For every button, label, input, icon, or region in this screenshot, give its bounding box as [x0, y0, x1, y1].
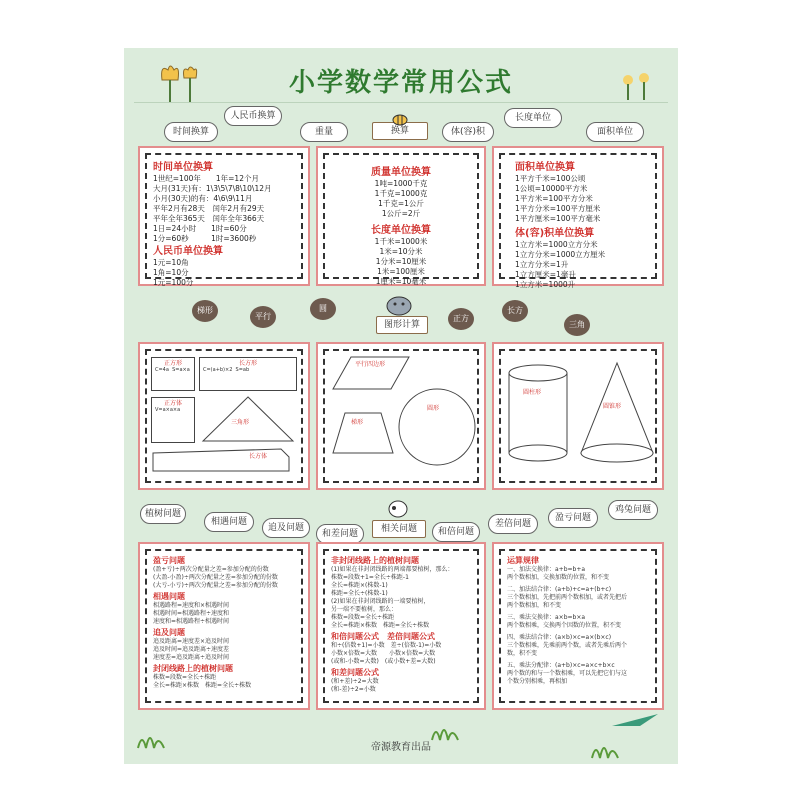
flower-left-icon [154, 58, 204, 104]
panel-shapes-3 [492, 342, 664, 490]
line: 1平方分米=100平方厘米 [515, 204, 601, 213]
panel-word-problems-2-inner [323, 549, 479, 703]
line: 和÷(倍数+1)=小数 差÷(倍数-1)=小数 [331, 642, 442, 649]
panel-area-volume [492, 146, 664, 289]
shape-square [151, 357, 195, 391]
panel-time-rmb-inner [145, 153, 303, 287]
shape-cube [151, 397, 195, 443]
cow-icon [386, 498, 410, 518]
line: 平年全年365天 闰年全年366天 [153, 214, 265, 223]
shape-parallelogram-label: 平行四边形 [355, 361, 386, 368]
heading-rmb: 人民币单位换算 [153, 246, 223, 257]
line: 追及时间=追及距离÷速度差 [153, 646, 230, 653]
line: 两个数相加，和不变 [507, 602, 562, 609]
line: 小月(30天)的有：4\6\9\11月 [153, 194, 253, 203]
line: 1千米=1000米 [374, 237, 428, 246]
cloud-length: 长度单位 [504, 108, 562, 128]
line: 1平方千米=100公顷 [515, 174, 586, 183]
heading-open-planting: 非封闭线路上的植树问题 [331, 556, 419, 565]
heading-sum-diff: 和差问题公式 [331, 668, 379, 677]
line: (1)如果在非封闭线路的两端都要植树，那么： [331, 566, 454, 573]
line: 1吨=1000千克 [374, 179, 428, 188]
panel-weight-length-inner [323, 153, 479, 286]
heading-profit-loss: 盈亏问题 [153, 556, 185, 565]
panel-area-volume-inner [499, 153, 657, 289]
heading-laws: 运算规律 [507, 556, 539, 565]
bee-icon [390, 112, 410, 126]
line: 三、乘法交换律：a×b=b×a [507, 614, 586, 621]
line: 1立方米=1000升 [515, 280, 576, 289]
panel-shapes-2 [316, 342, 486, 490]
tag-shape-calc: 图形计算 [376, 316, 428, 334]
shape-trapezoid-label: 梯形 [351, 419, 364, 426]
shape-triangle-label: 三角形 [231, 419, 250, 426]
line: 二、加法结合律：(a+b)+c=a+(b+c) [507, 586, 612, 593]
shape-label: 长方形 [238, 360, 257, 367]
shape-rectangle [199, 357, 297, 391]
stone-parallel: 平行 [250, 306, 276, 328]
panel-operation-laws [492, 542, 664, 710]
line: 全长=株距×株数 株距=全长÷株数 [153, 682, 252, 689]
tag-related: 相关问题 [372, 520, 426, 538]
cloud-weight: 重量 [300, 122, 348, 142]
stone-trapezoid: 梯形 [192, 300, 218, 322]
line: 1米=10分米 [379, 247, 423, 256]
line: 1公斤=2斤 [381, 209, 421, 218]
line: 五、乘法分配律：(a+b)×c=a×c+b×c [507, 662, 615, 669]
stone-square: 正方 [448, 308, 474, 330]
line: 三个数相加，先把前两个数相加，或者先把后 [507, 594, 628, 601]
line: 1立方米=1000立方分米 [515, 240, 598, 249]
line: 株数=段数+1=全长÷株距-1 [331, 574, 409, 581]
cloud-volume: 体(容)积 [442, 122, 494, 142]
heading-closed-planting: 封闭线路上的植树问题 [153, 664, 233, 673]
line: 株数=段数=全长÷株距 [331, 614, 395, 621]
cloud-meeting: 相遇问题 [204, 512, 254, 532]
line: 大月(31天)有：1\3\5\7\8\10\12月 [153, 184, 272, 193]
line: 平年2月有28天 闰年2月有29天 [153, 204, 265, 213]
panel-weight-length [316, 146, 486, 286]
line: 1立方厘米=1毫升 [515, 270, 576, 279]
stone-triangle: 三角 [564, 314, 590, 336]
shape-label: 正方体 [163, 400, 182, 407]
cone-shape-icon [579, 361, 655, 465]
publisher-footer: 帝源教育出品 [371, 742, 431, 753]
panel-shapes-1-inner [145, 349, 303, 483]
line: 小数×倍数=大数 小数×倍数=大数 [331, 650, 436, 657]
panel-operation-laws-inner [499, 549, 657, 703]
line: 数，积不变 [507, 650, 538, 657]
cloud-area: 面积单位 [586, 122, 644, 142]
line: 全长=株距×(株数-1) [331, 582, 388, 589]
grass-icon [430, 716, 460, 740]
line: 1分=60秒 1时=3600秒 [153, 234, 257, 243]
heading-multiple: 和倍问题公式 差倍问题公式 [331, 632, 435, 641]
heading-chase: 追及问题 [153, 628, 185, 637]
line: 株距=全长÷(株数-1) [331, 590, 388, 597]
shape-cylinder-label: 圆柱形 [523, 389, 542, 396]
panel-shapes-1 [138, 342, 310, 490]
heading-volume: 体(容)积单位换算 [515, 228, 595, 239]
line: (大亏-小亏)÷两次分配量之差=参加分配的份数 [153, 582, 278, 589]
line: 1元=100分 [153, 278, 194, 287]
stone-rectangle: 长方 [502, 300, 528, 322]
line: 1角=10分 [153, 268, 189, 277]
cloud-profit-loss: 盈亏问题 [548, 508, 598, 528]
cloud-chase: 追及问题 [262, 518, 310, 538]
line: 速度差=追及距离÷追及时间 [153, 654, 230, 661]
line: 四、乘法结合律：(a×b)×c=a×(b×c) [507, 634, 612, 641]
shape-formula: C=4a S=a×a [155, 367, 190, 373]
line: 全长=株距×株数 株距=全长÷株数 [331, 622, 430, 629]
line: 1千克=1000克 [374, 189, 428, 198]
cloud-diff-multiple: 差倍问题 [488, 514, 538, 534]
cloud-time: 时间换算 [164, 122, 218, 142]
line: 1米=100厘米 [377, 267, 425, 276]
line: 1平方米=100平方分米 [515, 194, 593, 203]
heading-length: 长度单位换算 [371, 225, 431, 236]
line: 两个数的和与一个数相乘，可以先把它们与这 [507, 670, 628, 677]
heading-time: 时间单位换算 [153, 162, 213, 173]
cloud-chicken-rabbit: 鸡兔问题 [608, 500, 658, 520]
heading-weight: 质量单位换算 [371, 167, 431, 178]
shape-formula: V=a×a×a [155, 407, 181, 413]
line: 速度和=相遇路程÷相遇时间 [153, 618, 230, 625]
poster [124, 48, 678, 764]
line: (和-差)÷2=小数 [331, 686, 376, 693]
line: (2)如果在非封闭线路的一端要植树， [331, 598, 430, 605]
tag-convert: 换算 [372, 122, 428, 140]
line: 1公顷=10000平方米 [515, 184, 588, 193]
flower-right-icon [618, 66, 658, 102]
line: (盈+亏)÷两次分配量之差=参加分配的份数 [153, 566, 269, 573]
shape-cone-label: 圆锥形 [603, 403, 622, 410]
line: (大盈-小盈)÷两次分配量之差=参加分配的份数 [153, 574, 278, 581]
hippo-icon [384, 294, 414, 316]
line: 1立方分米=1000立方厘米 [515, 250, 606, 259]
panel-word-problems-1-inner [145, 549, 303, 703]
panel-word-problems-1 [138, 542, 310, 710]
page-title: 小学数学常用公式 [288, 68, 513, 98]
panel-time-rmb [138, 146, 310, 286]
cuboid-shape-icon [151, 447, 291, 473]
paper-plane-icon [610, 712, 660, 728]
line: 株数=段数=全长÷株距 [153, 674, 217, 681]
panel-word-problems-2 [316, 542, 486, 710]
cloud-rmb: 人民币换算 [224, 106, 282, 126]
shape-label: 正方形 [163, 360, 182, 367]
cylinder-shape-icon [507, 363, 569, 463]
line: 1平方厘米=100平方毫米 [515, 214, 601, 223]
heading-meeting: 相遇问题 [153, 592, 185, 601]
shape-circle-label: 圆形 [427, 405, 440, 412]
line: (和+差)÷2=大数 [331, 678, 379, 685]
cloud-multiple: 和倍问题 [432, 522, 480, 542]
line: (或和-小数=大数) (或小数+差=大数) [331, 658, 436, 665]
line: 另一端不要植树，那么： [331, 606, 398, 613]
circle-shape-icon [397, 387, 477, 467]
cloud-planting: 植树问题 [140, 504, 186, 524]
line: 1世纪=100年 1年=12个月 [153, 174, 259, 183]
line: 相遇时间=相遇路程÷速度和 [153, 610, 230, 617]
line: 追及距离=速度差×追及时间 [153, 638, 230, 645]
cloud-sum-diff: 和差问题 [316, 524, 364, 544]
line: 1元=10角 [153, 258, 189, 267]
line: 两个数相加，交换加数的位置，和不变 [507, 574, 610, 581]
title-divider [134, 102, 668, 103]
line: 个数分别相乘，再相加 [507, 678, 568, 685]
line: 1千克=1公斤 [378, 199, 424, 208]
heading-area: 面积单位换算 [515, 162, 575, 173]
panel-shapes-2-inner [323, 349, 479, 483]
line: 1立方分米=1升 [515, 260, 569, 269]
line: 1日=24小时 1时=60分 [153, 224, 247, 233]
stone-circle: 圆 [310, 298, 336, 320]
line: 1分米=10厘米 [375, 257, 427, 266]
shape-formula: C=(a+b)×2 S=ab [203, 367, 250, 373]
panel-shapes-3-inner [499, 349, 657, 483]
line: 相遇路程=速度和×相遇时间 [153, 602, 230, 609]
line: 1厘米=10毫米 [375, 277, 427, 286]
line: 三个数相乘，先乘前两个数，或者先乘后两个 [507, 642, 628, 649]
line: 两个数相乘，交换两个因数的位置，积不变 [507, 622, 622, 629]
line: 一、加法交换律：a+b=b+a [507, 566, 586, 573]
shape-cuboid-label: 长方体 [249, 453, 268, 460]
